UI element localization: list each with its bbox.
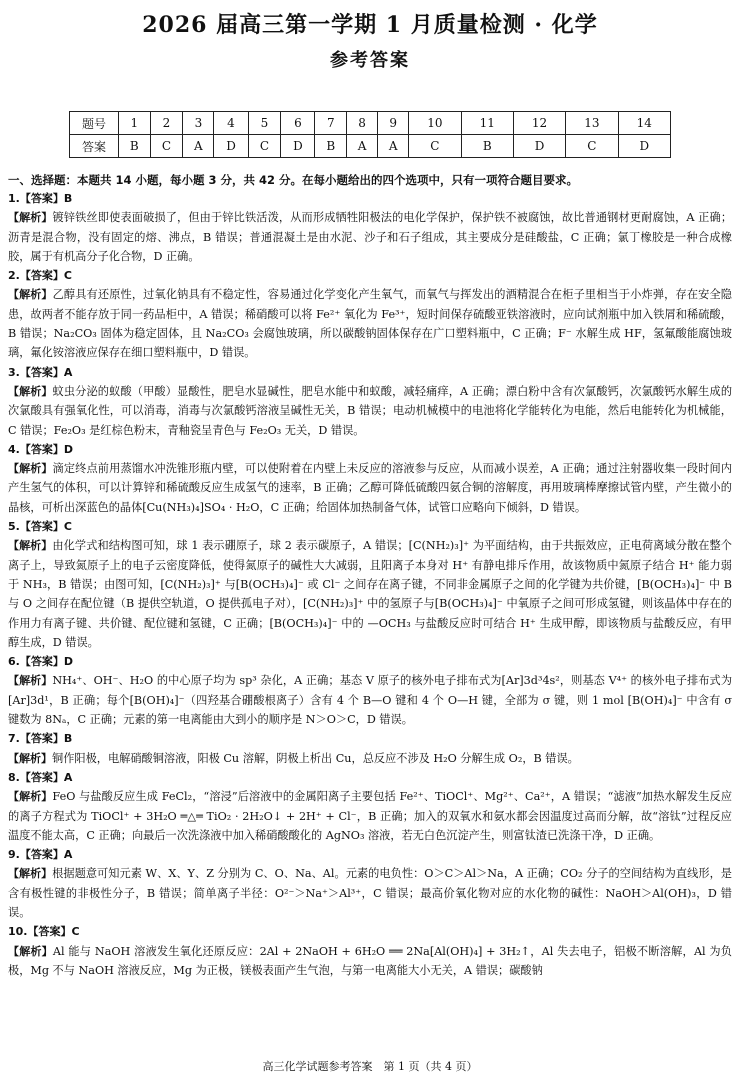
answer-heading: 3.【答案】A [8, 365, 73, 379]
analysis-tag: 【解析】 [8, 751, 52, 765]
explanation-paragraph [8, 671, 732, 729]
table-cell: 6 [281, 112, 315, 135]
explanation-text: 滴定终点前用蒸馏水冲洗锥形瓶内壁，可以使附着在内壁上未反应的溶液参与反应，从而减小误差，A 正确；通过注射器收集一段时间内产生氢气的体积，可以计算锌和稀硫酸反应生成氢气的速率，B 正确；乙醇可降低硫酸四氨合铜的溶解度，再用玻璃棒摩擦试管内壁，产生微小的晶核，可析出深蓝色的晶体[Cu(NH₃)₄]SO₄ · H₂O，C 正确；给固体加热制备气体，试管口应略向下倾斜，D 错误。 [8, 462, 733, 514]
analysis-tag: 【解析】 [8, 674, 53, 688]
table-cell: C [409, 135, 461, 158]
analysis-tag: 【解析】 [8, 384, 53, 398]
explanation-paragraph [8, 749, 732, 768]
explanation-paragraph [8, 382, 732, 440]
explanation-paragraph [8, 942, 732, 981]
explanation-text: 乙醇具有还原性，过氧化钠具有不稳定性，容易通过化学变化产生氧气，而氧气与挥发出的酒精混合在柜子里相当于小炸弹，存在安全隐患，故两者不能存放于同一药品柜中，A 错误；稀硝酸可以将 Fe²⁺ 氧化为 Fe³⁺，短时间保存硫酸亚铁溶液时，应向试剂瓶中加入铁屑和稀硫酸，B 错误；Na₂CO₃ 固体为稳定固体，且 Na₂CO₃ 会腐蚀玻璃，所以碳酸钠固体保存在广口塑料瓶中，C 正确；F⁻ 水解生成 HF，氢氟酸能腐蚀玻璃，氟化铵溶液应保存在细口塑料瓶中，D 错误。 [8, 288, 732, 360]
explanation-text: 根据题意可知元素 W、X、Y、Z 分别为 C、O、Na、Al。元素的电负性：O＞C＞Al＞Na，A 正确；CO₂ 分子的空间结构为直线形，是含有极性键的非极性分子，B 错误；简单离子半径：O²⁻＞Na⁺＞Al³⁺，C 错误；最高价氧化物对应的水化物的碱性：NaOH＞Al(OH)₃，D 错误。 [8, 867, 732, 919]
table-cell: 3 [183, 112, 214, 135]
explanation-paragraph [8, 459, 732, 517]
page-footer: 高三化学试题参考答案 第 1 页（共 4 页） [262, 1060, 478, 1073]
explanation-text: 铜作阳极，电解硝酸铜溶液，阳极 Cu 溶解，阴极上析出 Cu，总反应不涉及 H₂O 分解生成 O₂，B 错误。 [52, 751, 579, 765]
analysis-tag: 【解析】 [8, 462, 53, 476]
analysis-tag: 【解析】 [8, 790, 53, 804]
question-9 [8, 845, 732, 922]
question-3 [8, 363, 732, 440]
answer-heading: 7.【答案】B [8, 732, 73, 746]
table-cell: 14 [618, 112, 670, 135]
question-8 [8, 768, 732, 845]
analysis-tag: 【解析】 [8, 288, 53, 302]
table-cell: D [281, 135, 315, 158]
page-subtitle: 参考答案 [330, 50, 410, 71]
analysis-tag: 【解析】 [8, 211, 53, 225]
table-cell: B [315, 135, 347, 158]
question-2 [8, 266, 732, 362]
table-cell: 9 [378, 112, 409, 135]
section-heading: 一、选择题：本题共 14 小题，每小题 3 分，共 42 分。在每小题给出的四个选项中，只有一项符合题目要求。 [8, 173, 579, 187]
table-cell: 5 [248, 112, 281, 135]
explanation-paragraph [8, 208, 732, 266]
explanation-paragraph [8, 285, 732, 362]
table-cell: A [183, 135, 214, 158]
answer-heading: 4.【答案】D [8, 442, 73, 456]
page-title: 2026 届高三第一学期 1 月质量检测 · 化学 [142, 12, 598, 38]
explanation-text: Al 能与 NaOH 溶液发生氧化还原反应：2Al + 2NaOH + 6H₂O ══ 2Na[Al(OH)₄] + 3H₂↑，Al 失去电子，铝极不断溶解，Al 为负极，Mg 不与 NaOH 溶液反应，Mg 为正极，镁极表面产生气泡，与第一电离能大小无关，A 错误；碳酸钠 [8, 944, 732, 977]
analysis-tag: 【解析】 [8, 944, 53, 958]
explanation-text: 蚊虫分泌的蚁酸（甲酸）显酸性，肥皂水显碱性，肥皂水能中和蚁酸，减轻痛痒，A 正确；漂白粉中含有次氯酸钙，次氯酸钙水解生成的次氯酸具有强氧化性，可以消毒，消毒与次氯酸钙溶液呈碱性无关，B 错误；电动机械模中的电池将化学能转化为电能，然后电能转化为机械能，C 错误；Fe₂O₃ 是红棕色粉末，青釉瓷呈青色与 Fe₂O₃ 无关，D 错误。 [8, 384, 733, 437]
table-cell: B [119, 135, 151, 158]
analysis-tag: 【解析】 [8, 867, 53, 881]
explanation-text: NH₄⁺、OH⁻、H₂O 的中心原子均为 sp³ 杂化，A 正确；基态 V 原子的核外电子排布式为[Ar]3d³4s²，则基态 V⁴⁺ 的核外电子排布式为[Ar]3d¹，B 正确；每个[B(OH)₄]⁻（四羟基合硼酸根离子）含有 4 个 B—O 键和 4 个 O—H 键，全部为 σ 键，则 1 mol [B(OH)₄]⁻ 中含有 σ 键数为 8Nₐ，C 正确；元素的第一电离能由大到小的顺序是 N＞O＞C，D 错误。 [8, 674, 733, 727]
explanation-paragraph [8, 536, 732, 652]
question-4 [8, 440, 732, 517]
table-cell: D [214, 135, 248, 158]
explanation-text: 由化学式和结构图可知，球 1 表示硼原子，球 2 表示碳原子，A 错误；[C(NH₂)₃]⁺ 为平面结构，由于共振效应，正电荷离域分散在整个离子上，导致氮原子上的电子云密度降低，使得氮原子的碱性大大减弱，且阳离子本身对 H⁺ 有静电排斥作用，故该物质中氮原子结合 H⁺ 能力弱于 NH₃，B 错误；由图可知，[C(NH₂)₃]⁺ 与[B(OCH₃)₄]⁻ 或 Cl⁻ 之间存在离子键，不同非金属原子之间的化学键为共价键，[B(OCH₃)₄]⁻ 中 B 与 O 之间存在配位键（B 提供空轨道，O 提供孤电子对），[C(NH₂)₃]⁺ 中的氢原子与[B(OCH₃)₄]⁻ 中氧原子之间可形成氢键，则该晶体中存在的作用力有离子键、共价键、配位键和氢键，C 正确；[B(OCH₃)₄]⁻ 中的 —OCH₃ 与盐酸反应时可结合 H⁺ 生成甲醇，即该物质与盐酸反应，有甲醇生成，D 错误。 [8, 539, 732, 649]
table-cell: C [150, 135, 183, 158]
answer-heading: 9.【答案】A [8, 848, 73, 862]
analysis-tag: 【解析】 [8, 539, 53, 553]
table-cell: C [248, 135, 281, 158]
table-cell: C [566, 135, 618, 158]
answer-heading: 1.【答案】B [8, 192, 73, 205]
table-cell: 10 [409, 112, 461, 135]
answer-heading: 6.【答案】D [8, 655, 73, 669]
table-cell: 13 [566, 112, 618, 135]
explanation-text: 镀锌铁丝即使表面破损了，但由于锌比铁活泼，从而形成牺牲阳极法的电化学保护，保护铁不被腐蚀，故比普通钢材更耐腐蚀，A 正确；沥青是混合物，没有固定的熔、沸点，B 错误；普通混凝土是由水泥、沙子和石子组成，其主要成分是硅酸盐，C 正确；氯丁橡胶是一种合成橡胶，属于有机高分子化合物，D 正确。 [8, 211, 733, 263]
table-cell: 12 [513, 112, 565, 135]
answer-heading: 10.【答案】C [8, 925, 80, 939]
question-7 [8, 729, 732, 768]
table-cell: D [618, 135, 670, 158]
table-cell: B [461, 135, 513, 158]
table-cell: 8 [347, 112, 378, 135]
table-cell: D [513, 135, 565, 158]
explanations [8, 189, 732, 980]
table-cell: A [378, 135, 409, 158]
table-cell: A [347, 135, 378, 158]
table-cell: 1 [119, 112, 151, 135]
answer-heading: 2.【答案】C [8, 269, 72, 283]
answer-heading: 8.【答案】A [8, 770, 73, 784]
row-label: 题号 [70, 112, 119, 135]
table-cell: 11 [461, 112, 513, 135]
question-1 [8, 189, 732, 266]
question-6 [8, 652, 732, 729]
explanation-paragraph [8, 864, 732, 922]
table-cell: 2 [150, 112, 183, 135]
question-5 [8, 517, 732, 652]
explanation-text: FeO 与盐酸反应生成 FeCl₂，“溶浸”后溶液中的金属阳离子主要包括 Fe²⁺、TiOCl⁺、Mg²⁺、Ca²⁺，A 错误；“滤液”加热水解发生反应的离子方程式为 TiOCl⁺ + 3H₂O ═△═ TiO₂ · 2H₂O↓ + 2H⁺ + Cl⁻，B 正确；加入的双氧水和氨水都会因温度过高而分解，故“溶钛”过程反应温度不能太高，C 正确；向最后一次洗涤液中加入稀硝酸酸化的 AgNO₃ 溶液，若无白色沉淀产生，则富钛渣已洗涤干净，D 正确。 [8, 790, 733, 842]
question-number-row [70, 112, 671, 135]
row-label: 答案 [70, 135, 119, 158]
answer-heading: 5.【答案】C [8, 520, 72, 534]
table-cell: 4 [214, 112, 248, 135]
explanation-paragraph [8, 787, 732, 845]
table-cell: 7 [315, 112, 347, 135]
answer-row [70, 135, 671, 158]
answer-table [69, 111, 671, 158]
question-10 [8, 922, 732, 980]
